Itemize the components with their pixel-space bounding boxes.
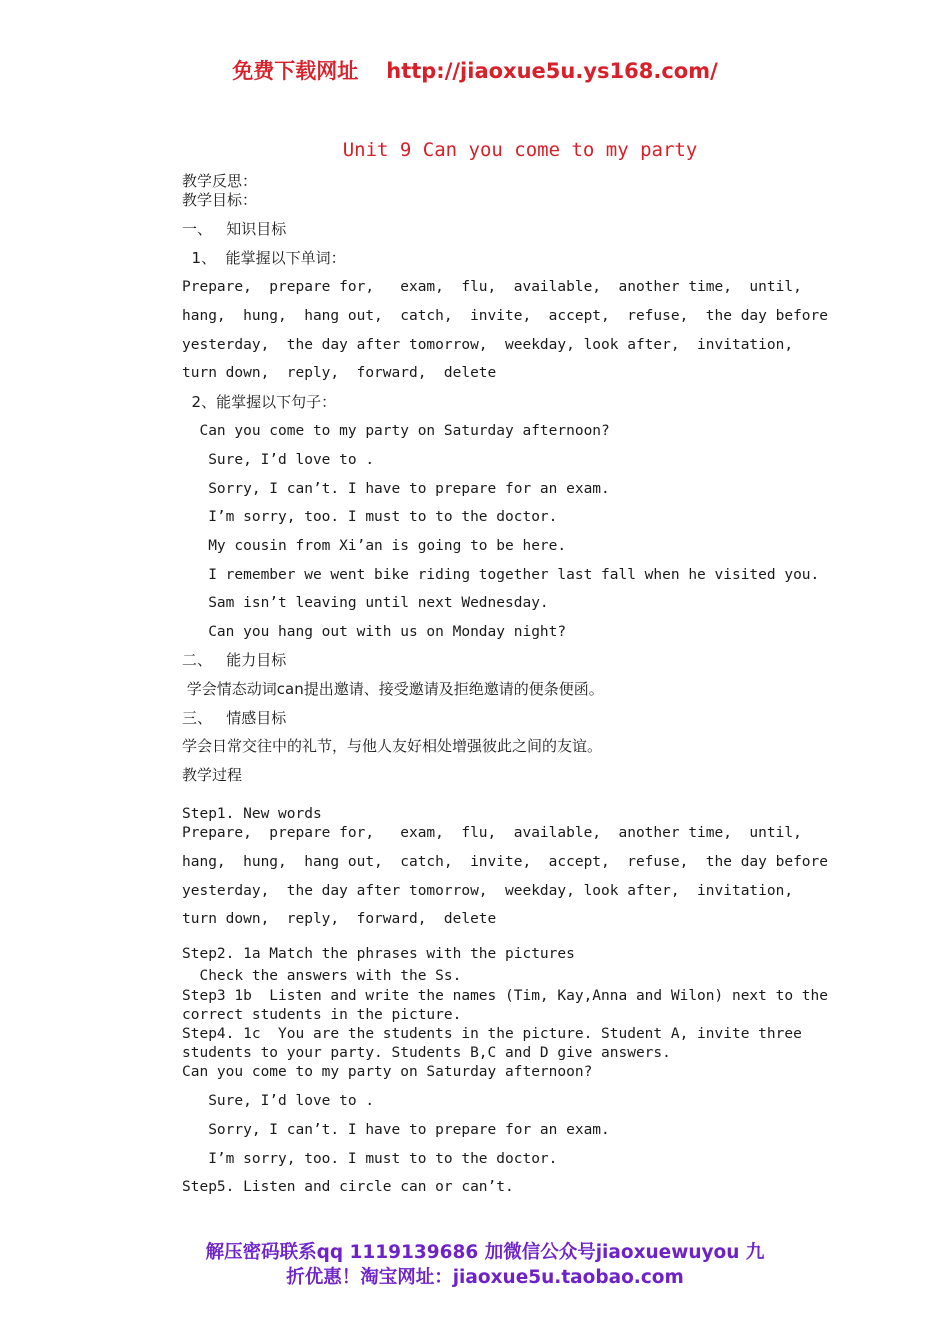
body-line: hang, hung, hang out, catch, invite, accept, refuse, the day before bbox=[182, 308, 829, 324]
body-line: 一、 知识目标 bbox=[182, 220, 287, 238]
body-line: Prepare, prepare for, exam, flu, available, another time, until, bbox=[182, 825, 802, 841]
body-line: 教学过程 bbox=[182, 766, 243, 784]
body-line: 学会情态动词can提出邀请、接受邀请及拒绝邀请的便条便函。 bbox=[182, 680, 604, 698]
body-line: 学会日常交往中的礼节，与他人友好相处增强彼此之间的友谊。 bbox=[182, 737, 603, 755]
body-line: 2、能掌握以下句子： bbox=[182, 393, 337, 411]
body-line: hang, hung, hang out, catch, invite, accept, refuse, the day before bbox=[182, 854, 829, 870]
body-line: 二、 能力目标 bbox=[182, 651, 287, 669]
footer-line-2: 折优惠！淘宝网址：jiaoxue5u.taobao.com bbox=[286, 1267, 684, 1288]
footer-line-1: 解压密码联系qq 1119139686 加微信公众号jiaoxuewuyou 九 bbox=[205, 1242, 765, 1263]
header-label: 免费下载网址 bbox=[232, 59, 359, 83]
body-line: yesterday, the day after tomorrow, weekday, look after, invitation, bbox=[182, 337, 794, 353]
body-line: Step1. New words bbox=[182, 806, 322, 822]
body-line: Sure, I’d love to . bbox=[182, 452, 375, 468]
body-line: yesterday, the day after tomorrow, weekday, look after, invitation, bbox=[182, 883, 794, 899]
document-title: Unit 9 Can you come to my party bbox=[342, 139, 698, 161]
body-line: Sorry, I can’t. I have to prepare for an exam. bbox=[182, 481, 610, 497]
body-line: Can you come to my party on Saturday afternoon? bbox=[182, 1064, 593, 1080]
body-line: My cousin from Xi’an is going to be here. bbox=[182, 538, 567, 554]
body-line: Prepare, prepare for, exam, flu, available, another time, until, bbox=[182, 279, 802, 295]
body-line: students to your party. Students B,C and D give answers. bbox=[182, 1045, 671, 1061]
body-line: Check the answers with the Ss. bbox=[182, 968, 462, 984]
body-line: Sure, I’d love to . bbox=[182, 1093, 375, 1109]
footer-banner bbox=[180, 1240, 790, 1290]
body-line: I’m sorry, too. I must to to the doctor. bbox=[182, 509, 558, 525]
body-line: Step3 1b Listen and write the names (Tim, Kay,Anna and Wilon) next to the bbox=[182, 988, 829, 1004]
body-line: Step2. 1a Match the phrases with the pictures bbox=[182, 946, 575, 962]
body-line: I’m sorry, too. I must to to the doctor. bbox=[182, 1151, 558, 1167]
body-line: Can you hang out with us on Monday night? bbox=[182, 624, 567, 640]
body-line: Sorry, I can’t. I have to prepare for an exam. bbox=[182, 1122, 610, 1138]
body-line: 教学目标： bbox=[182, 191, 258, 209]
body-line: 1、 能掌握以下单词： bbox=[182, 249, 346, 267]
body-line: 三、 情感目标 bbox=[182, 709, 287, 727]
header-banner bbox=[0, 55, 950, 85]
body-line: Step4. 1c You are the students in the picture. Student A, invite three bbox=[182, 1026, 802, 1042]
body-line: 教学反思： bbox=[182, 172, 258, 190]
body-line: Can you come to my party on Saturday afternoon? bbox=[182, 423, 610, 439]
body-line: correct students in the picture. bbox=[182, 1007, 462, 1023]
body-line: Step5. Listen and circle can or can’t. bbox=[182, 1179, 514, 1195]
body-line: I remember we went bike riding together last fall when he visited you. bbox=[182, 567, 820, 583]
body-line: turn down, reply, forward, delete bbox=[182, 365, 497, 381]
body-line: turn down, reply, forward, delete bbox=[182, 911, 497, 927]
header-url[interactable]: http://jiaoxue5u.ys168.com/ bbox=[386, 59, 718, 83]
body-line: Sam isn’t leaving until next Wednesday. bbox=[182, 595, 549, 611]
